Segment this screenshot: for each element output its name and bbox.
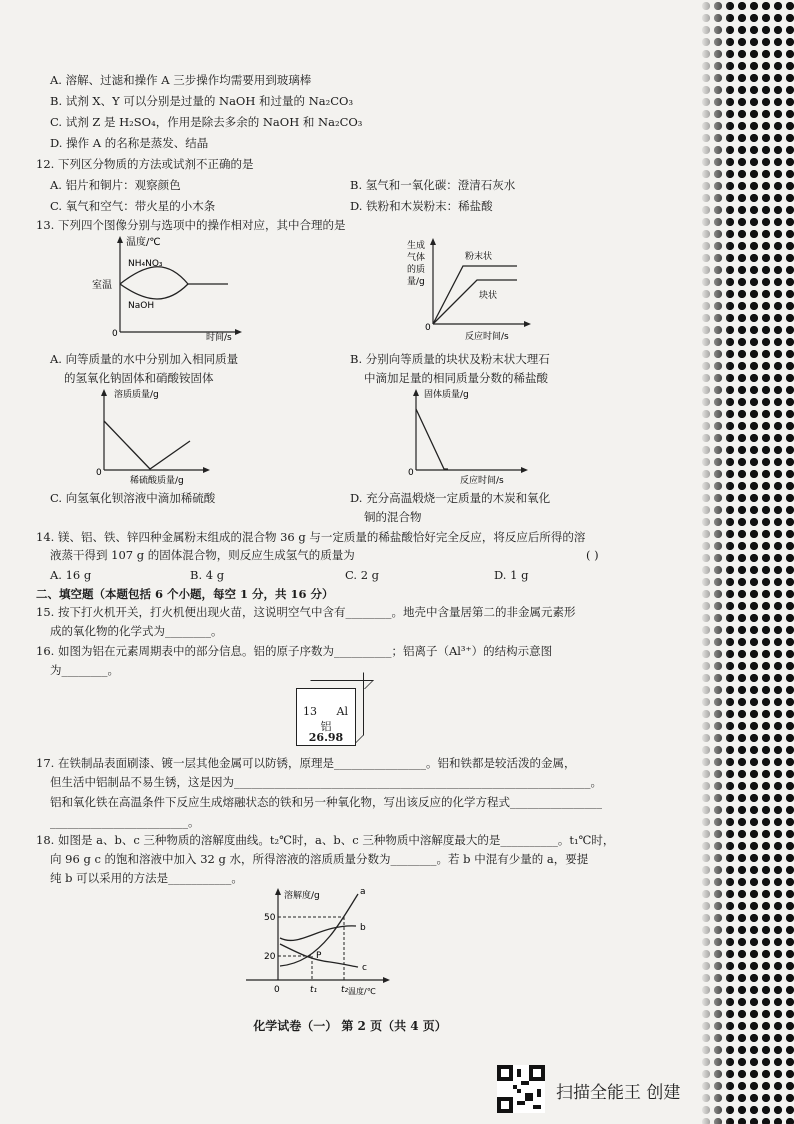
graph-c-origin: 0 <box>96 468 102 478</box>
q14-option-b: B. 4 g <box>190 568 225 582</box>
q12-option-d: D. 铁粉和木炭粉末：稀盐酸 <box>350 199 493 213</box>
graph-d-ylabel: 固体质量/g <box>424 390 469 400</box>
graph-a-origin: 0 <box>112 329 118 339</box>
q12-option-b: B. 氢气和一氧化碳：澄清石灰水 <box>350 178 516 192</box>
graph-a-bottom-label: NaOH <box>128 301 155 311</box>
q11-option-d: D. 操作 A 的名称是蒸发、结晶 <box>50 136 209 150</box>
q18-line-3: 纯 b 可以采用的方法是___________。 <box>50 871 243 885</box>
solubility-ylabel: 溶解度/g <box>284 891 320 901</box>
q13-caption-d-2: 铜的混合物 <box>364 510 422 524</box>
graph-b-ylabel-1: 生成 <box>407 241 426 251</box>
element-name: 铝 <box>320 720 332 733</box>
solubility-curve-b: b <box>360 923 366 933</box>
solubility-t1: t₁ <box>310 985 318 995</box>
q16-line-2: 为________。 <box>50 663 119 677</box>
solubility-xunit: 温度/℃ <box>348 987 376 996</box>
solubility-point-p: P <box>316 951 322 961</box>
scanner-watermark: 扫描全能王 创建 <box>556 1083 681 1103</box>
q14-stem-1: 14. 镁、铝、铁、锌四种金属粉末组成的混合物 36 g 与一定质量的稀盐酸恰好完全反应，将反应后所得的溶 <box>36 530 586 544</box>
q12-option-a: A. 铝片和铜片：观察颜色 <box>50 178 181 192</box>
qr-code-icon <box>497 1065 545 1113</box>
scan-edge-fade <box>700 0 730 1124</box>
graph-a-ylabel: 温度/℃ <box>126 237 161 248</box>
q18-line-2: 向 96 g c 的饱和溶液中加入 32 g 水，所得溶液的溶质质量分数为________。若 b 中混有少量的 a，要提 <box>50 852 589 866</box>
graph-a <box>88 232 248 342</box>
q14-option-d: D. 1 g <box>494 568 529 582</box>
q14-option-c: C. 2 g <box>345 568 380 582</box>
q14-option-a: A. 16 g <box>50 568 92 582</box>
graph-b-ylabel-4: 量/g <box>407 277 425 287</box>
graph-b-powder: 粉末状 <box>465 252 493 262</box>
element-atomic-number: 13 <box>303 705 317 718</box>
graph-a-top-label: NH₄NO₃ <box>128 259 163 269</box>
graph-c-ylabel: 溶质质量/g <box>114 390 159 400</box>
q13-caption-b-2: 中滴加足量的相同质量分数的稀盐酸 <box>364 371 548 385</box>
solubility-tick-20: 20 <box>264 952 276 962</box>
graph-b-origin: 0 <box>425 323 431 333</box>
section-2-heading: 二、填空题（本题包括 6 个小题，每空 1 分，共 16 分） <box>36 587 334 601</box>
q13-caption-a-1: A. 向等质量的水中分别加入相同质量 <box>50 352 239 366</box>
q13-caption-d-1: D. 充分高温煅烧一定质量的木炭和氧化 <box>350 491 551 505</box>
q13-caption-a-2: 的氢氧化钠固体和硝酸铵固体 <box>64 371 214 385</box>
q14-stem-2: 液蒸干得到 107 g 的固体混合物，则反应生成氢气的质量为 <box>50 548 355 562</box>
solubility-curve-a: a <box>360 887 366 897</box>
solubility-tick-50: 50 <box>264 913 276 923</box>
solubility-t2: t₂ <box>341 985 349 995</box>
q13-stem: 13. 下列四个图像分别与选项中的操作相对应，其中合理的是 <box>36 218 346 232</box>
element-atomic-mass: 26.98 <box>308 731 344 744</box>
q12-stem: 12. 下列区分物质的方法或试剂不正确的是 <box>36 157 254 171</box>
graph-d <box>404 385 534 485</box>
q17-line-1: 17. 在铁制品表面刷漆、镀一层其他金属可以防锈，原理是________________。铝和铁都是较活泼的金属， <box>36 756 576 770</box>
q17-line-3: 铝和氧化铁在高温条件下反应生成熔融状态的铁和另一种氧化物，写出该反应的化学方程式________________ <box>50 795 602 809</box>
graph-a-xlabel: 时间/s <box>206 333 232 342</box>
graph-b-ylabel-3: 的质 <box>407 265 426 275</box>
q11-option-c: C. 试剂 Z 是 H₂SO₄，作用是除去多余的 NaOH 和 Na₂CO₃ <box>50 115 363 129</box>
solubility-curve-c: c <box>362 963 367 973</box>
q17-line-2: 但生活中铝制品不易生锈，这是因为______________________________________________________________。 <box>50 775 602 789</box>
q11-option-b: B. 试剂 X、Y 可以分别是过量的 NaOH 和过量的 Na₂CO₃ <box>50 94 354 108</box>
solubility-graph <box>240 884 390 1000</box>
graph-d-xlabel: 反应时间/s <box>460 476 504 485</box>
q13-caption-c: C. 向氢氧化钡溶液中滴加稀硫酸 <box>50 491 216 505</box>
graph-b-block: 块状 <box>479 291 498 301</box>
solubility-origin: 0 <box>274 985 280 995</box>
aluminum-element-card <box>296 688 356 746</box>
q15-line-1: 15. 按下打火机开关，打火机便出现火苗，这说明空气中含有________。地壳中含量居第二的非金属元素形 <box>36 605 576 619</box>
graph-b-ylabel-2: 气体 <box>407 253 426 263</box>
q16-line-1: 16. 如图为铝在元素周期表中的部分信息。铝的原子序数为__________；铝离子（Al³⁺）的结构示意图 <box>36 644 553 658</box>
element-cube-side <box>355 672 364 744</box>
q18-line-1: 18. 如图是 a、b、c 三种物质的溶解度曲线。t₂℃时，a、b、c 三种物质中溶解度最大的是__________。t₁℃时， <box>36 833 615 847</box>
q13-caption-b-1: B. 分别向等质量的块状及粉末状大理石 <box>350 352 550 366</box>
graph-a-room: 室温 <box>92 280 112 291</box>
graph-d-origin: 0 <box>408 468 414 478</box>
graph-b <box>405 236 535 342</box>
element-symbol: Al <box>336 705 348 718</box>
q14-answer-paren: ( ) <box>586 548 599 562</box>
q12-option-c: C. 氧气和空气：带火星的小木条 <box>50 199 216 213</box>
q11-option-a: A. 溶解、过滤和操作 A 三步操作均需要用到玻璃棒 <box>50 73 312 87</box>
q17-line-4: ________________________。 <box>50 815 200 829</box>
graph-c-xlabel: 稀硫酸质量/g <box>130 476 184 485</box>
q15-line-2: 成的氧化物的化学式为________。 <box>50 624 223 638</box>
page-footer: 化学试卷（一） 第 2 页（共 4 页） <box>253 1019 447 1033</box>
graph-c <box>94 385 214 485</box>
graph-b-xlabel: 反应时间/s <box>465 332 509 342</box>
